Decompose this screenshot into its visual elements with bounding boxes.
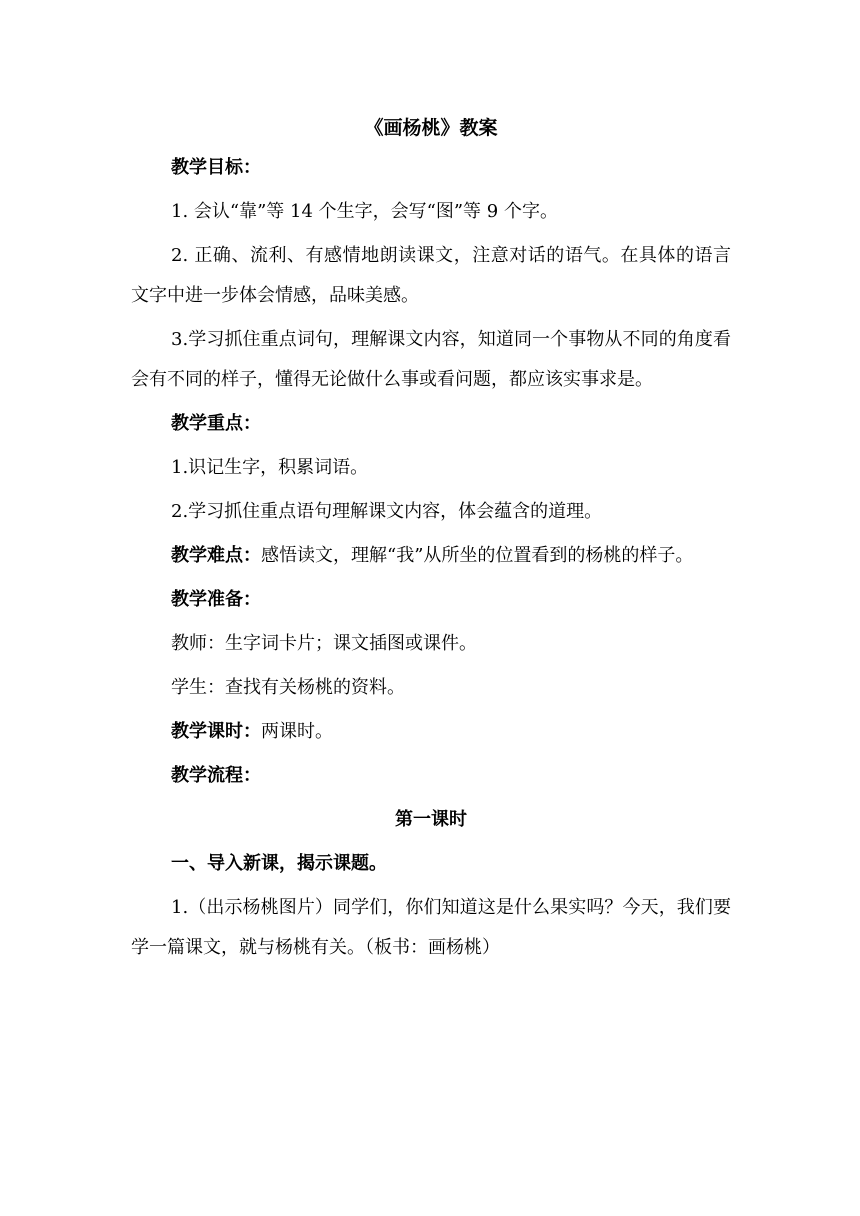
key-point-item: 1.识记生字，积累词语。 <box>171 457 369 478</box>
difficulty-paragraph <box>131 536 731 576</box>
difficulty-label: 教学难点： <box>171 545 261 566</box>
key-point-item: 2.学习抓住重点语句理解课文内容，体会蕴含的道理。 <box>171 501 603 522</box>
hours-paragraph <box>131 712 731 752</box>
preparation-item: 教师：生字词卡片；课文插图或课件。 <box>171 633 477 654</box>
document-page <box>131 108 731 972</box>
section-paragraph: 1.（出示杨桃图片）同学们，你们知道这是什么果实吗？今天，我们要学一篇课文，就与杨桃有关。（板书：画杨桃） <box>131 897 731 958</box>
section-heading: 一、导入新课，揭示课题。 <box>171 853 387 874</box>
key-points-heading: 教学重点： <box>171 413 261 434</box>
hours-text: 两课时。 <box>261 721 333 742</box>
objectives-heading: 教学目标： <box>171 157 261 178</box>
objective-item: 1. 会认“靠”等 14 个生字，会写“图”等 9 个字。 <box>171 201 558 222</box>
hours-label: 教学课时： <box>171 721 261 742</box>
objective-item: 3.学习抓住重点词句，理解课文内容，知道同一个事物从不同的角度看会有不同的样子，懂得无论做什么事或看问题，都应该实事求是。 <box>131 329 731 390</box>
preparation-item: 学生：查找有关杨桃的资料。 <box>171 677 405 698</box>
difficulty-text: 感悟读文，理解“我”从所坐的位置看到的杨桃的样子。 <box>261 545 694 566</box>
process-heading: 教学流程： <box>171 765 261 786</box>
lesson-heading: 第一课时 <box>395 809 467 830</box>
objective-item: 2. 正确、流利、有感情地朗读课文，注意对话的语气。在具体的语言文字中进一步体会情感，品味美感。 <box>131 245 731 306</box>
document-title: 《画杨桃》教案 <box>364 117 498 139</box>
preparation-heading: 教学准备： <box>171 589 261 610</box>
